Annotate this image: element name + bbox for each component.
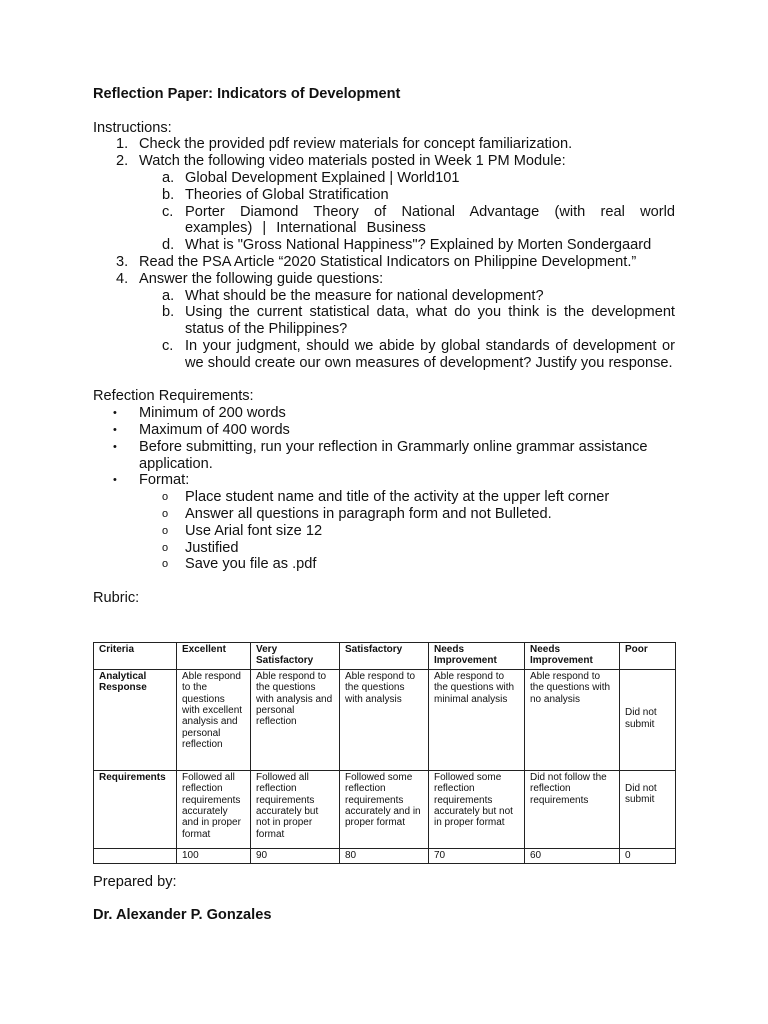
table-cell: Able respond to the questions with minimal analysis: [429, 669, 525, 770]
table-cell: Able respond to the questions with excellent analysis and personal reflection: [177, 669, 251, 770]
format-item: o Place student name and title of the activity at the upper left corner: [93, 489, 675, 506]
table-header-row: [94, 643, 676, 670]
table-cell: [94, 848, 177, 863]
author-name: Dr. Alexander P. Gonzales: [93, 907, 272, 923]
table-cell: Followed all reflection requirements accurately and in proper format: [177, 770, 251, 848]
table-header-cell: Criteria: [94, 643, 177, 670]
question-item: a. What should be the measure for national development?: [162, 287, 544, 304]
table-header-cell: Very Satisfactory: [251, 643, 340, 670]
document-body: [93, 86, 675, 607]
table-header-cell: Needs Improvement: [525, 643, 620, 670]
video-item: d. What is "Gross National Happiness"? Explained by Morten Sondergaard: [162, 237, 652, 254]
table-cell: Followed some reflection requirements accurately but not in proper format: [429, 770, 525, 848]
format-item: o Justified: [93, 540, 675, 557]
table-cell: 60: [525, 848, 620, 863]
question-item: c. In your judgment, should we abide by global standards of development or we should create our own measures of development? Justify you response.: [162, 337, 675, 371]
table-cell: 0: [620, 848, 676, 863]
table-header-cell: Poor: [620, 643, 676, 670]
table-header-cell: Needs Improvement: [429, 643, 525, 670]
instruction-item: 4. Answer the following guide questions:: [116, 270, 384, 287]
table-row: [94, 848, 676, 863]
table-cell: 100: [177, 848, 251, 863]
format-item: o Use Arial font size 12: [93, 523, 675, 540]
format-item: o Answer all questions in paragraph form and not Bulleted.: [93, 506, 675, 523]
instruction-item: 1. Check the provided pdf review materials for concept familiarization.: [116, 136, 573, 153]
instructions-heading: Instructions:: [93, 119, 172, 136]
requirement-item: • Maximum of 400 words: [93, 422, 675, 439]
bullet-icon: •: [113, 474, 117, 487]
table-cell: Requirements: [94, 770, 177, 848]
bullet-icon: •: [113, 407, 117, 420]
rubric-heading: Rubric:: [93, 589, 140, 606]
table-cell: Able respond to the questions with no analysis: [525, 669, 620, 770]
table-cell: 70: [429, 848, 525, 863]
prepared-by-label: Prepared by:: [93, 874, 177, 890]
video-item: c. Porter Diamond Theory of National Advantage (with real world examples) | International Business: [162, 203, 675, 237]
table-cell: 80: [340, 848, 429, 863]
format-item: o Save you file as .pdf: [93, 556, 675, 573]
bullet-icon: •: [113, 423, 117, 436]
table-cell: Able respond to the questions with analysis and personal reflection: [251, 669, 340, 770]
circle-bullet-icon: o: [162, 491, 169, 504]
instruction-item: 3. Read the PSA Article “2020 Statistical Indicators on Philippine Development.”: [116, 253, 637, 270]
rubric-table: [93, 642, 676, 864]
requirement-item: • Before submitting, run your reflection in Grammarly online grammar assistance application.: [93, 439, 675, 473]
video-item: a. Global Development Explained | World101: [162, 169, 460, 186]
table-header-cell: Excellent: [177, 643, 251, 670]
circle-bullet-icon: o: [162, 524, 169, 537]
question-item: b. Using the current statistical data, what do you think is the development status of the Philippines?: [162, 304, 675, 338]
instruction-item: 2. Watch the following video materials posted in Week 1 PM Module:: [116, 153, 566, 170]
requirement-item: • Minimum of 200 words: [93, 405, 675, 422]
video-item: b. Theories of Global Stratification: [162, 186, 389, 203]
table-cell: Did not follow the reflection requirements: [525, 770, 620, 848]
table-cell: Followed all reflection requirements accurately but not in proper format: [251, 770, 340, 848]
document-title: Reflection Paper: Indicators of Development: [93, 86, 401, 102]
circle-bullet-icon: o: [162, 541, 169, 554]
table-row: [94, 770, 676, 848]
table-cell: 90: [251, 848, 340, 863]
requirement-item: • Format:: [93, 472, 675, 489]
table-cell: Followed some reflection requirements accurately and in proper format: [340, 770, 429, 848]
table-cell: Analytical Response: [94, 669, 177, 770]
circle-bullet-icon: o: [162, 507, 169, 520]
circle-bullet-icon: o: [162, 558, 169, 571]
table-cell: Able respond to the questions with analysis: [340, 669, 429, 770]
table-cell: Did not submit: [620, 770, 676, 848]
table-header-cell: Satisfactory: [340, 643, 429, 670]
table-row: [94, 669, 676, 770]
bullet-icon: •: [113, 440, 117, 453]
requirements-heading: Refection Requirements:: [93, 388, 254, 405]
table-cell: Did not submit: [620, 669, 676, 770]
